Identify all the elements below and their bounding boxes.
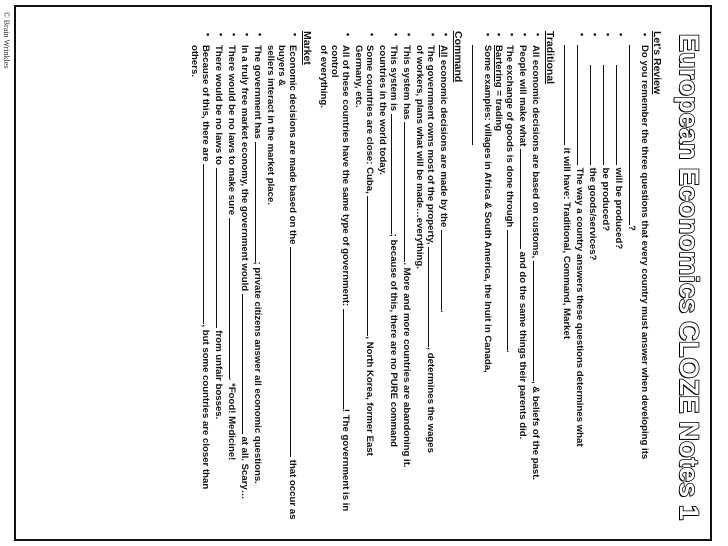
fill-blank[interactable]: [590, 65, 600, 165]
section-heading-traditional: Traditional: [544, 31, 556, 85]
list-item: • Economic decisions are made based on the that occur as buyers & sellers interact in the market place.: [265, 43, 300, 523]
list-item: • All economic decisions are made by the .: [438, 43, 451, 523]
list-item: • The way a country answers these questions determines what it will have: Traditional, Command, Market: [561, 43, 587, 523]
traditional-list: [469, 31, 543, 523]
fill-blank[interactable]: [216, 168, 226, 328]
fill-blank[interactable]: [404, 122, 414, 262]
list-item: • Do you remember the three questions that every country must answer when developing its ?: [626, 43, 650, 523]
command-list: [318, 31, 451, 523]
list-item: • will be produced?: [613, 43, 626, 523]
section-heading-lets-review: Let's Review: [651, 31, 663, 95]
list-item: • be produced?: [600, 43, 613, 523]
fill-blank[interactable]: [343, 309, 353, 409]
list-item: • There would be no laws to make sure . *Food! Medicine!: [226, 43, 239, 523]
fill-blank[interactable]: [367, 196, 377, 336]
list-item: • Bartering = trading: [493, 43, 504, 523]
fill-blank[interactable]: [629, 45, 639, 225]
fill-blank[interactable]: [507, 230, 517, 350]
fill-blank[interactable]: [242, 294, 252, 434]
market-list: [189, 31, 300, 523]
list-item: • People will make what and do the same things their parents did.: [517, 43, 530, 523]
fill-blank[interactable]: [577, 45, 587, 165]
list-item: • The government has ; private citizens answer all economic questions.: [252, 43, 265, 523]
list-item: • The government owns most of the property, , determines the wages of workers, plans what will be made…everything.: [414, 43, 438, 523]
worksheet-content: [16, 7, 714, 543]
fill-blank[interactable]: [255, 142, 265, 262]
page-title: European Economics CLOZE Notes 1: [674, 33, 704, 521]
fill-blank[interactable]: [428, 247, 438, 347]
fill-blank[interactable]: [203, 164, 213, 324]
list-item: • Because of this, there are , but some countries are closer than others.: [189, 43, 213, 523]
list-item: • In a truly free market economy, the government would at all. Scary…: [239, 43, 252, 523]
list-item: • There would be no laws to from unfair bosses.: [213, 43, 226, 523]
fill-blank[interactable]: [229, 218, 239, 378]
fill-blank[interactable]: [616, 65, 626, 165]
fill-blank[interactable]: [290, 247, 300, 457]
worksheet-frame: [14, 5, 712, 541]
fill-blank[interactable]: [533, 261, 543, 381]
list-item: • Some countries are close: Cuba, , North Korea, former East Germany, etc.: [353, 43, 377, 523]
section-heading-command: Command: [452, 31, 464, 83]
list-item: • This system is ; because of this, there are no PURE command countries in the world today.: [377, 43, 401, 523]
copyright-credit: © Brain Wrinkles: [2, 11, 11, 69]
fill-blank[interactable]: [391, 114, 401, 234]
list-item: • The exchange of goods is done through .: [504, 43, 517, 523]
list-item: • the goods/services?: [587, 43, 600, 523]
fill-blank[interactable]: [472, 45, 482, 145]
list-item: • Some examples: villages in Africa & South America, the Inuit in Canada,: [469, 43, 493, 523]
fill-blank[interactable]: [520, 149, 530, 249]
lets-review-list: [561, 31, 650, 523]
list-item: • This system has . More and more countries are abandoning it.: [401, 43, 414, 523]
section-heading-market: Market: [301, 31, 313, 65]
fill-blank[interactable]: [441, 230, 451, 310]
fill-blank[interactable]: [603, 65, 613, 165]
fill-blank[interactable]: [564, 45, 574, 145]
list-item: • All economic decisions are based on customs, , & beliefs of the past.: [530, 43, 543, 523]
list-item: • All of these countries have the same type of government: ! The government is in control of everything.: [318, 43, 353, 523]
